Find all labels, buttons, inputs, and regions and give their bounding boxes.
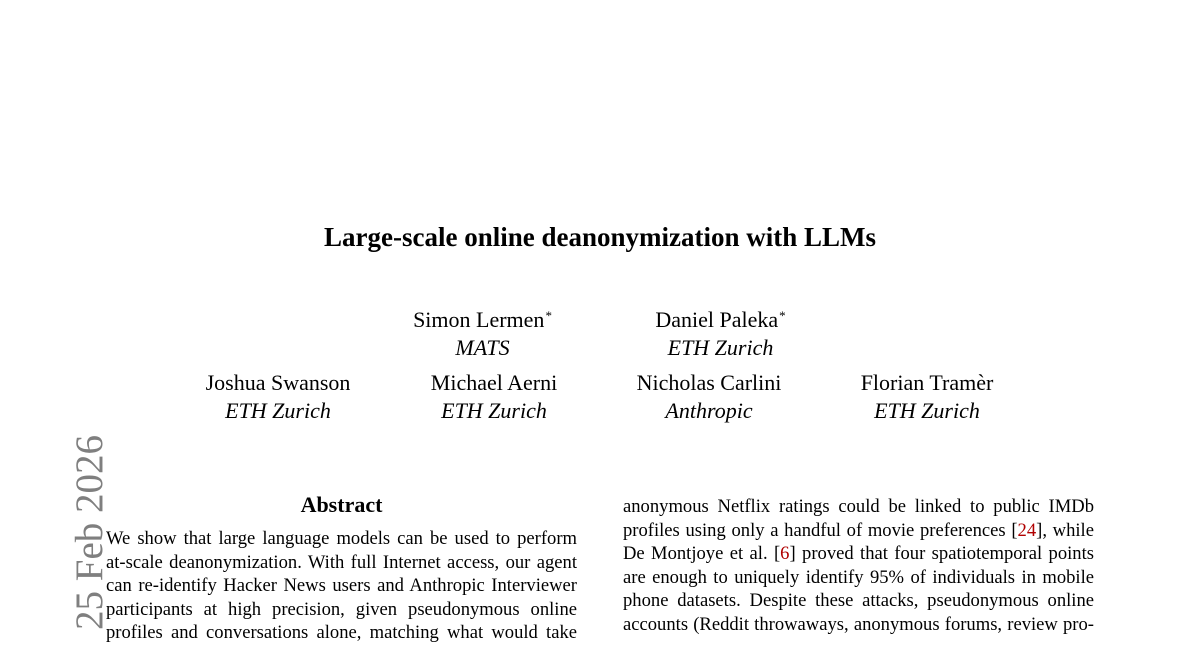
abstract-line: can re-identify Hacker News users and Anthropic Interviewer <box>106 575 577 596</box>
author-affiliation: Anthropic <box>665 398 753 423</box>
intro-line: anonymous Netflix ratings could be linked to public IMDb <box>623 496 1094 517</box>
citation-link[interactable]: 6 <box>780 543 790 564</box>
intro-line: profiles using only a handful of movie preferences [24], while <box>623 519 1094 541</box>
arxiv-date-stamp: 25 Feb 2026 <box>68 435 111 630</box>
intro-line: are enough to uniquely identify 95% of individuals in mobile <box>623 566 1094 588</box>
author-name: Joshua Swanson <box>205 370 351 395</box>
author-block <box>599 369 819 424</box>
author-affiliation: ETH Zurich <box>441 398 547 423</box>
author-name: Daniel Paleka* <box>655 307 786 332</box>
abstract-body <box>106 527 577 645</box>
author-name: Michael Aerni <box>430 370 558 395</box>
intro-line: accounts (Reddit throwaways, anonymous forums, review pro- <box>623 613 1094 635</box>
author-affiliation: ETH Zurich <box>225 398 331 423</box>
intro-body <box>623 495 1094 636</box>
author-block <box>168 369 388 424</box>
author-block <box>615 306 826 361</box>
intro-line: phone datasets. Despite these attacks, pseudonymous online <box>623 590 1094 611</box>
abstract-line: participants at high precision, given pseudonymous online <box>106 598 577 620</box>
equal-contribution-mark: * <box>545 308 552 323</box>
equal-contribution-mark: * <box>779 308 786 323</box>
abstract-heading: Abstract <box>300 492 383 517</box>
author-name: Simon Lermen* <box>413 307 552 332</box>
author-block <box>377 306 588 361</box>
intro-line: De Montjoye et al. [6] proved that four spatiotemporal points <box>623 543 1094 564</box>
abstract-line: profiles and conversations alone, matching what would take <box>106 622 577 643</box>
citation-link[interactable]: 24 <box>1017 519 1037 541</box>
author-name: Florian Tramèr <box>860 370 994 395</box>
author-block <box>384 369 604 424</box>
author-name: Nicholas Carlini <box>636 370 782 395</box>
author-affiliation: MATS <box>455 335 510 360</box>
author-affiliation: ETH Zurich <box>667 335 774 360</box>
abstract-line: at-scale deanonymization. With full Internet access, our agent <box>106 551 577 573</box>
abstract-line: We show that large language models can be used to perform <box>106 528 577 549</box>
paper-title: Large-scale online deanonymization with LLMs <box>324 222 876 252</box>
author-affiliation: ETH Zurich <box>874 398 980 423</box>
author-block <box>817 369 1037 424</box>
